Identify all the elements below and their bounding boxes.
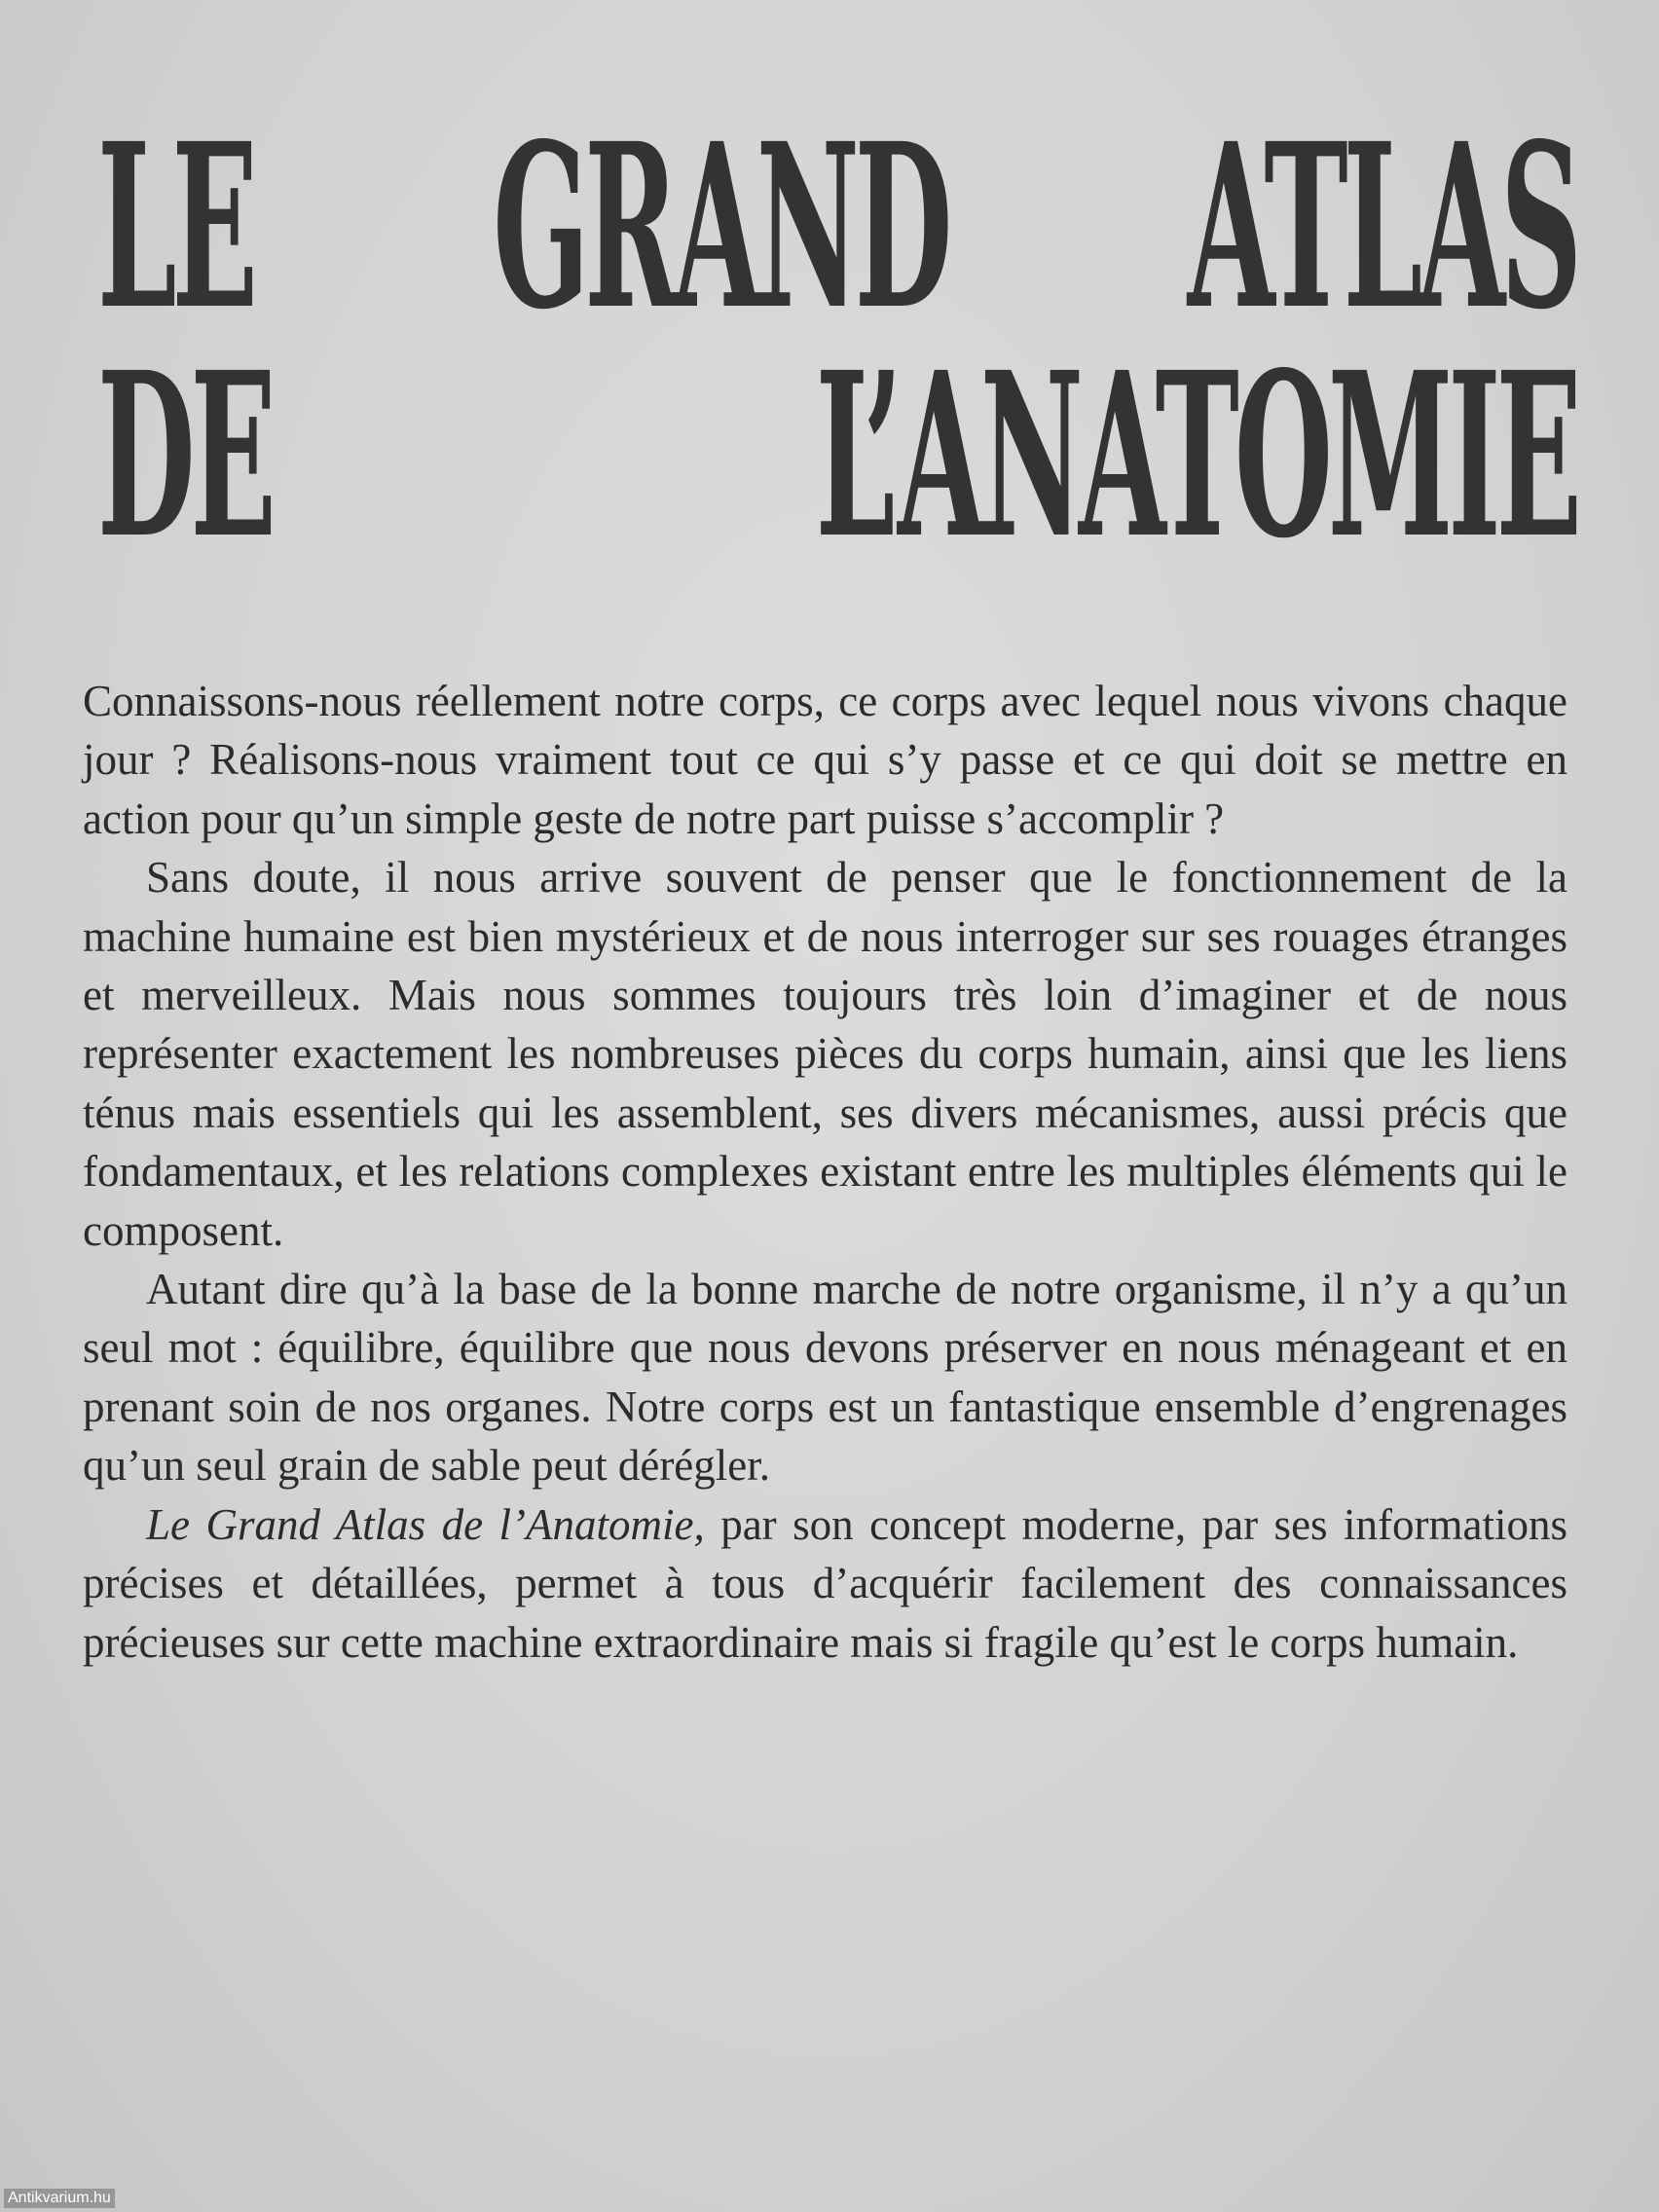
watermark: Antikvarium.hu — [4, 2189, 115, 2208]
title-line-2: DE L’ANATOMIE — [97, 322, 1577, 588]
blurb-text — [83, 672, 1567, 1672]
paragraph-4-text: par son concept moderne, par ses informations précises et détaillées, permet à tous d’acquérir facilement des connaissances précieuses sur cette machine extraordinaire mais si fragile qu’est le corps humain. — [83, 1499, 1567, 1667]
book-title — [97, 93, 1577, 588]
title-line-1: LE GRAND ATLAS — [97, 93, 1577, 359]
book-title-italic: Le Grand Atlas de l’Anatomie, — [146, 1499, 705, 1549]
paragraph-3: Autant dire qu’à la base de la bonne marche de notre organisme, il n’y a qu’un seul mot : équilibre, équilibre que nous devons préserver en nous ménageant et en prenant soin de nos organes. Notre corps est un fantastique ensemble d’engrenages qu’un seul grain de sable peut dérégler. — [83, 1265, 1567, 1491]
paragraph-4 — [83, 1495, 1567, 1672]
paragraph-1: Connaissons-nous réellement notre corps, ce corps avec lequel nous vivons chaque jour ? Réalisons-nous vraiment tout ce qui s’y passe et ce qui doit se mettre en action pour qu’un simple geste de notre part puisse s’accomplir ? — [83, 677, 1567, 843]
paragraph-2: Sans doute, il nous arrive souvent de penser que le fonctionnement de la machine humaine est bien mystérieux et de nous interroger sur ses rouages étranges et merveilleux. Mais nous sommes toujours très loin d’imaginer et de nous représenter exactement les nombreuses pièces du corps humain, ainsi que les liens ténus mais essentiels qui les assemblent, ses divers mécanismes, aussi précis que fondamentaux, et les relations complexes existant entre les multiples éléments qui le composent. — [83, 853, 1567, 1255]
